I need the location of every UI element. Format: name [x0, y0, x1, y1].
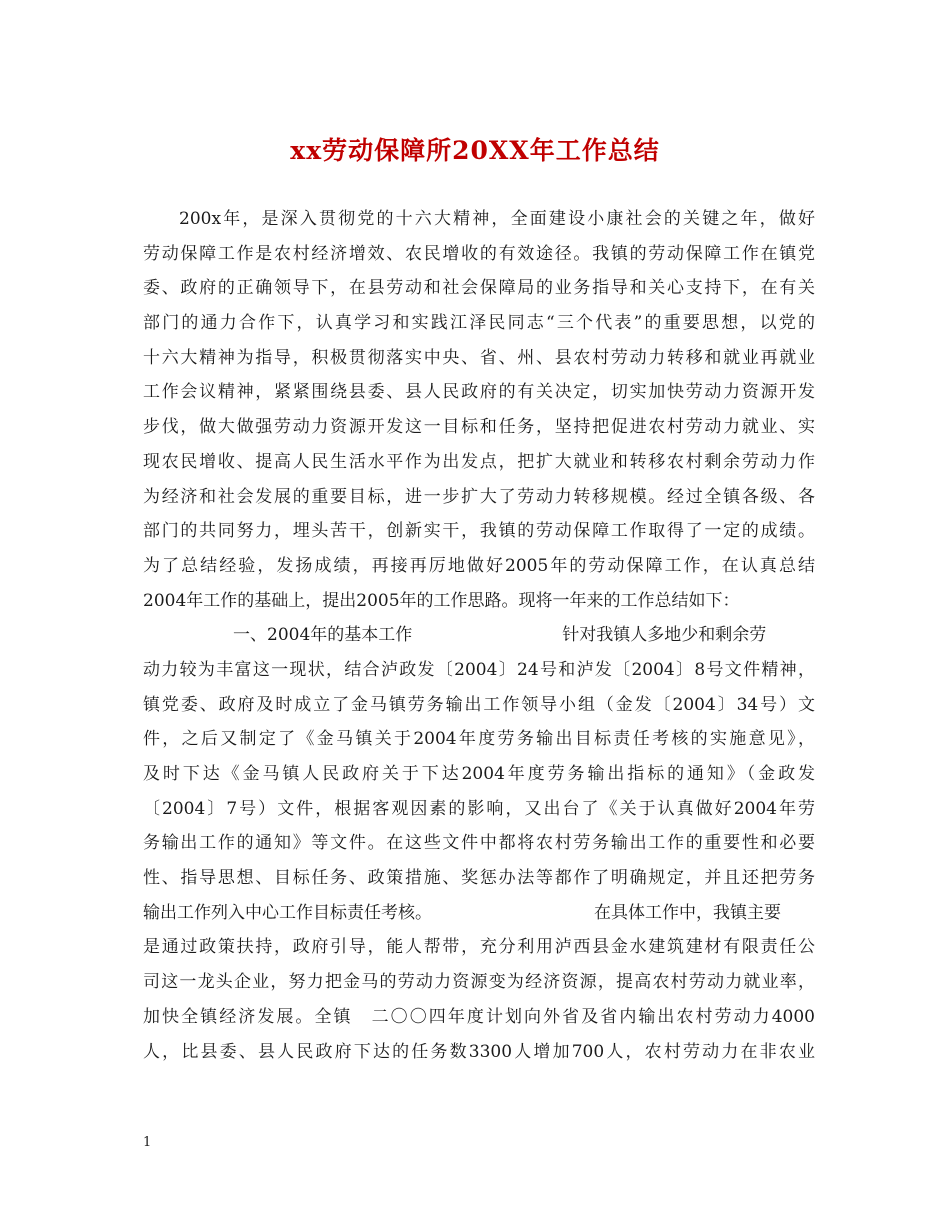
- paragraph-line: 人，比县委、县人民政府下达的任务数3300人增加700人，农村劳动力在非农业: [143, 1041, 815, 1062]
- page-number: 1: [143, 1135, 152, 1150]
- paragraph-line: 部门的共同努力，埋头苦干，创新实干，我镇的劳动保障工作取得了一定的成绩。: [143, 521, 815, 542]
- split-line-left: 输出工作列入中心工作目标责任考核。: [143, 902, 432, 923]
- paragraph-line: 动力较为丰富这一现状，结合泸政发〔2004〕24号和泸发〔2004〕8号文件精神，: [143, 659, 815, 680]
- paragraph-line: 部门的通力合作下，认真学习和实践江泽民同志“三个代表”的重要思想，以党的: [143, 313, 815, 334]
- paragraph-line: 劳动保障工作是农村经济增效、农民增收的有效途径。我镇的劳动保障工作在镇党: [143, 243, 815, 264]
- paragraph-line: 〔2004〕7号）文件，根据客观因素的影响，又出台了《关于认真做好2004年劳: [143, 798, 815, 819]
- paragraph-line: 性、指导思想、目标任务、政策措施、奖惩办法等都作了明确规定，并且还把劳务: [143, 868, 815, 889]
- section-heading: 一、2004年的基本工作: [233, 625, 413, 646]
- split-line-right: 在具体工作中，我镇主要: [594, 902, 781, 923]
- paragraph-line: 镇党委、政府及时成立了金马镇劳务输出工作领导小组（金发〔2004〕34号）文: [143, 694, 815, 715]
- paragraph-line: 件，之后又制定了《金马镇关于2004年度劳务输出目标责任考核的实施意见》，: [143, 729, 815, 750]
- paragraph-line: 为经济和社会发展的重要目标，进一步扩大了劳动力转移规模。经过全镇各级、各: [143, 486, 815, 507]
- paragraph-line: 工作会议精神，紧紧围绕县委、县人民政府的有关决定，切实加快劳动力资源开发: [143, 382, 815, 403]
- paragraph-line: 委、政府的正确领导下，在县劳动和社会保障局的业务指导和关心支持下，在有关: [143, 278, 815, 299]
- paragraph-line: 及时下达《金马镇人民政府关于下达2004年度劳务输出指标的通知》（金政发: [143, 764, 815, 784]
- document-title: xx劳动保障所20XX年工作总结: [290, 136, 660, 165]
- paragraph-line: 十六大精神为指导，积极贯彻落实中央、省、州、县农村劳动力转移和就业再就业: [143, 347, 815, 368]
- paragraph-line: 步伐，做大做强劳动力资源开发这一目标和任务，坚持把促进农村劳动力就业、实: [143, 417, 815, 438]
- paragraph-line: 200x年，是深入贯彻党的十六大精神，全面建设小康社会的关键之年，做好: [179, 209, 815, 229]
- paragraph-line: 现农民增收、提高人民生活水平作为出发点，把扩大就业和转移农村剩余劳动力作: [143, 451, 815, 472]
- paragraph-line: 务输出工作的通知》等文件。在这些文件中都将农村劳务输出工作的重要性和必要: [143, 833, 815, 854]
- split-line: [143, 896, 815, 931]
- paragraph-line: 司这一龙头企业，努力把金马的劳动力资源变为经济资源，提高农村劳动力就业率，: [143, 972, 815, 993]
- section-text: 针对我镇人多地少和剩余劳: [562, 625, 767, 646]
- paragraph-line: 加快全镇经济发展。全镇 二〇〇四年度计划向外省及省内输出农村劳动力4000: [143, 1006, 815, 1027]
- document-body: [143, 202, 815, 1069]
- paragraph-line: 为了总结经验，发扬成绩，再接再厉地做好2005年的劳动保障工作，在认真总结: [143, 555, 815, 576]
- paragraph-line: 是通过政策扶持，政府引导，能人帮带，充分利用泸西县金水建筑建材有限责任公: [143, 937, 815, 958]
- section-heading-line: [143, 618, 815, 653]
- paragraph-line: 2004年工作的基础上，提出2005年的工作思路。现将一年来的工作总结如下：: [143, 590, 740, 611]
